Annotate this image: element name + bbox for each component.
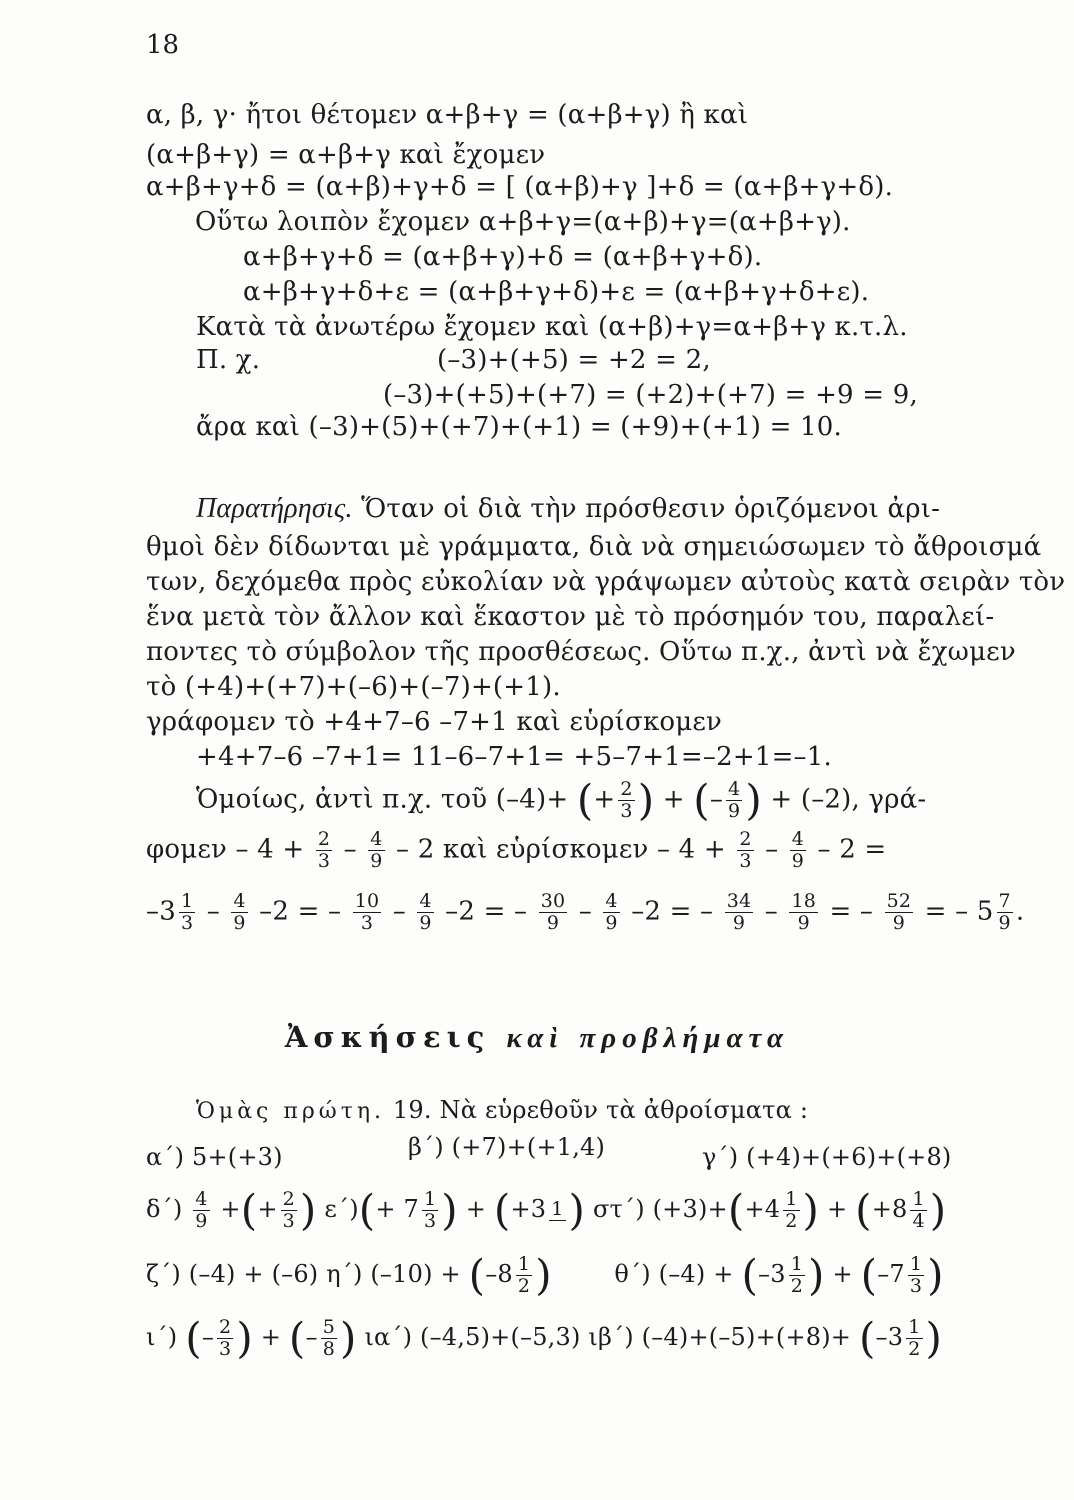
fraction: $\frac{2}{3}$ [317,828,331,872]
remark-line-4: ἕνα μετὰ τὸν ἄλλον καὶ ἕκαστον μὲ τὸ πρόσημόν του, παραλεί- [146,602,995,632]
remark-line-6: τὸ (+4)+(+7)+(–6)+(–7)+(+1). [146,672,561,702]
exercise-d-e-st: δ΄) $\frac{4}{9}$ +(+ $\frac{2}{3}$ ) ε΄)(+ 7 $\frac{1}{3}$ ) + (+3 1 ) στ΄) (+3)+(+4 $\frac{1}{2}$ ) + (+8 $\frac{1}{4}$ ) [146,1185,947,1235]
similar-line-2: φομεν – 4 + $\frac{2}{3}$ – $\frac{4}{9}$ – 2 καὶ εὑρίσκομεν – 4 + $\frac{2}{3}$ – $\frac{4}{9}$ – 2 = [146,828,887,872]
fraction: $\frac{4}{9}$ [728,778,741,822]
text-line-8-label: Π. χ. [196,345,261,375]
fraction: $\frac{2}{3}$ [739,828,752,872]
text-line-6: α+β+γ+δ+ε = (α+β+γ+δ)+ε = (α+β+γ+δ+ε). [243,277,870,307]
section-heading: Ἀσκήσεις καὶ προβλήματα [284,1020,790,1054]
exercise-a: α΄) 5+(+3) [146,1143,283,1171]
remark-line-8: +4+7–6 –7+1= 11–6–7+1= +5–7+1=–2+1=–1. [196,742,832,772]
fraction: $\frac{30}{9}$ [540,890,566,934]
remark-label: Παρατήρησις. [196,493,353,524]
fraction: $\frac{1}{3}$ [909,1253,923,1297]
remark-line-3: των, δεχόμεθα πρὸς εὐκολίαν νὰ γράψωμεν αὐτοὺς κατὰ σειρὰν τὸν [146,567,1066,597]
fraction: $\frac{4}{9}$ [195,1188,208,1232]
exercise-group-header: Ὁμὰς πρώτη. 19. Νὰ εὑρεθοῦν τὰ ἀθροίσματα : [196,1096,809,1124]
fraction: $\frac{5}{8}$ [322,1316,335,1360]
fraction: $\frac{52}{9}$ [886,890,912,934]
remark-line-2: θμοὶ δὲν δίδωνται μὲ γράμματα, διὰ νὰ σημειώσωμεν τὸ ἄθροισμά [146,532,1042,562]
text-line-3: α+β+γ+δ = (α+β)+γ+δ = [ (α+β)+γ ]+δ = (α+β+γ+δ). [146,172,894,202]
text-line-8-math: (–3)+(+5) = +2 = 2, [437,345,711,375]
fraction: $\frac{1}{2}$ [785,1188,798,1232]
text-line-2: (α+β+γ) = α+β+γ καὶ ἔχομεν [146,140,546,170]
fraction: $\frac{18}{9}$ [791,890,817,934]
exercise-i-ia-ib: ι΄) (– $\frac{2}{3}$ ) + (– $\frac{5}{8}$ ) ια΄) (–4,5)+(–5,3) ιβ΄) (–4)+(–5)+(+8)+ (–3 $\frac{1}{2}$ ) [146,1313,943,1363]
remark-line-5: ποντες τὸ σύμβολον τῆς προσθέσεως. Οὕτω π.χ., ἀντὶ νὰ ἔχωμεν [146,637,1016,667]
fraction: $\frac{4}{9}$ [419,890,432,934]
fraction: $\frac{1}{2}$ [908,1316,921,1360]
fraction: 1 [551,1197,564,1220]
page-number: 18 [146,30,180,60]
text-line-5: α+β+γ+δ = (α+β+γ)+δ = (α+β+γ+δ). [243,242,763,272]
fraction: $\frac{1}{2}$ [517,1253,531,1297]
text-line-9: (–3)+(+5)+(+7) = (+2)+(+7) = +9 = 9, [383,380,918,410]
text-line-10: ἄρα καὶ (–3)+(5)+(+7)+(+1) = (+9)+(+1) = 10. [196,412,842,442]
remark-line-7: γράφομεν τὸ +4+7–6 –7+1 καὶ εὑρίσκομεν [146,707,723,737]
fraction: $\frac{7}{9}$ [998,890,1011,934]
exercise-z-h-th: ζ΄) (–4) + (–6) η΄) (–10) + (–8 $\frac{1}{2}$ ) θ΄) (–4) + (–3 $\frac{1}{2}$ ) + (–7 $\frac{1}{3}$ ) [146,1250,944,1300]
fraction: $\frac{4}{9}$ [791,828,805,872]
text-line-4: Οὕτω λοιπὸν ἔχομεν α+β+γ=(α+β)+γ=(α+β+γ). [195,207,851,237]
text-line-1: α, β, γ· ἤτοι θέτομεν α+β+γ = (α+β+γ) ἢ καὶ [146,100,749,130]
fraction: $\frac{1}{4}$ [912,1188,925,1232]
fraction: $\frac{2}{3}$ [282,1188,295,1232]
fraction: $\frac{2}{3}$ [620,778,633,822]
fraction: $\frac{4}{9}$ [370,828,383,872]
fraction: $\frac{4}{9}$ [233,890,246,934]
remark-line-1 [196,492,940,526]
remark-text-1: Ὅταν οἱ διὰ τὴν πρόσθεσιν ὁριζόμενοι ἀρι- [361,494,941,524]
similar-line-1: Ὁμοίως, ἀντὶ π.χ. τοῦ (–4)+ (+ $\frac{2}{3}$ ) + (– $\frac{4}{9}$ ) + (–2), γρά- [196,775,927,825]
fraction: $\frac{1}{2}$ [790,1253,804,1297]
fraction: $\frac{4}{9}$ [605,890,618,934]
fraction: $\frac{34}{9}$ [726,890,752,934]
exercise-b: β΄) (+7)+(+1,4) [408,1133,606,1161]
fraction: $\frac{1}{3}$ [423,1188,437,1232]
fraction: $\frac{2}{3}$ [219,1316,232,1360]
fraction: $\frac{1}{3}$ [180,890,194,934]
fraction: $\frac{10}{3}$ [354,890,380,934]
text-line-7: Κατὰ τὰ ἀνωτέρω ἔχομεν καὶ (α+β)+γ=α+β+γ κ.τ.λ. [196,312,908,342]
exercise-c: γ΄) (+4)+(+6)+(+8) [702,1143,952,1171]
similar-line-3: –3 $\frac{1}{3}$ – $\frac{4}{9}$ –2 = – $\frac{10}{3}$ – $\frac{4}{9}$ –2 = – $\frac{30}{9}$ – $\frac{4}{9}$ –2 = – $\frac{34}{9}$ – $\frac{18}{9}$ = – $\frac{52}{9}$ = – 5 $\frac{7}{9}$ . [146,890,1025,934]
